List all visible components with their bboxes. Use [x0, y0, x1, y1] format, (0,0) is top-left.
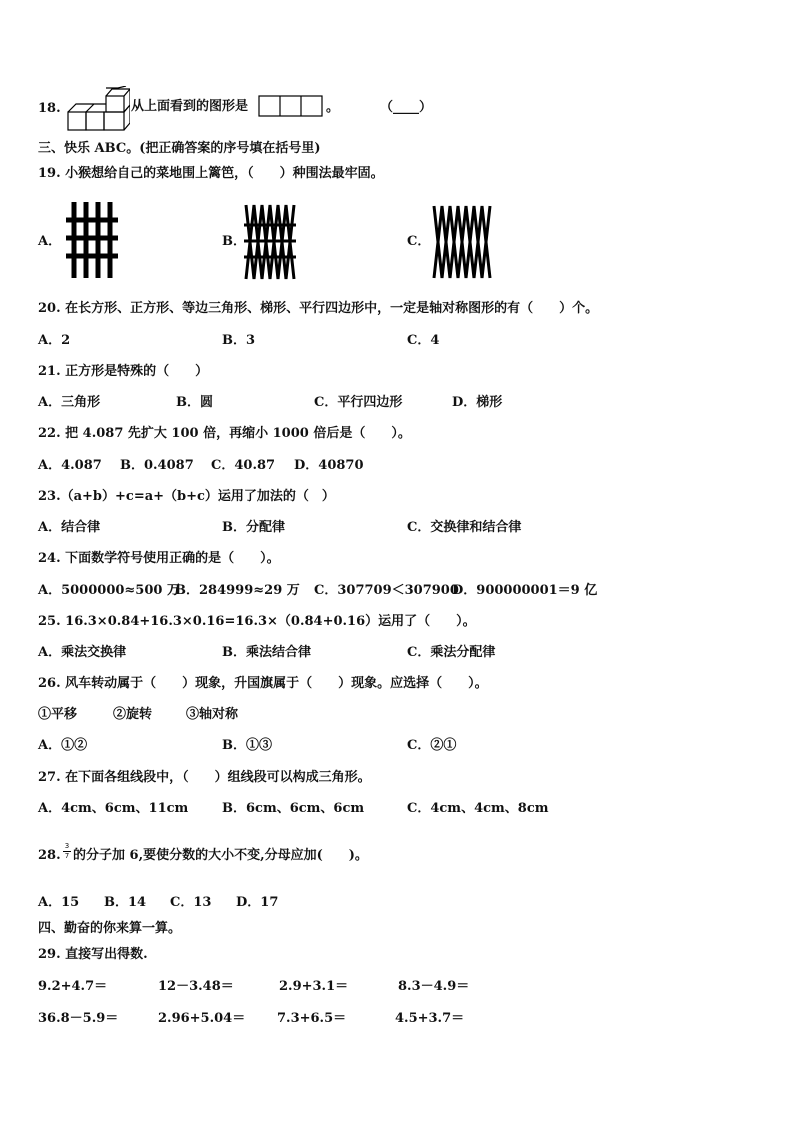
- fraction-denominator: 7: [64, 852, 70, 860]
- q26-option-b: B．①③: [222, 738, 272, 753]
- q23-stem: 23.（a+b）+c=a+（b+c）运用了加法的（ ）: [38, 489, 335, 504]
- q24-option-c: C．307709＜307900: [314, 583, 459, 598]
- calc-item: 2.96+5.04＝: [158, 1011, 246, 1026]
- q23-option-b: B．分配律: [222, 520, 285, 535]
- q26-choice-3: ③轴对称: [186, 707, 239, 722]
- q29-stem: 29. 直接写出得数.: [38, 947, 148, 962]
- q25-option-a: A．乘法交换律: [38, 645, 127, 660]
- q18-number: 18.: [38, 101, 61, 116]
- q24-stem: 24. 下面数学符号使用正确的是（ ）。: [38, 551, 280, 566]
- q24-option-b: B．284999≈29 万: [175, 583, 300, 598]
- q28-option-c: C．13: [170, 895, 212, 910]
- q25-stem: 25. 16.3×0.84+16.3×0.16=16.3×（0.84+0.16）运用了（ ）。: [38, 614, 476, 629]
- q19-option-b: B．: [222, 234, 246, 249]
- fence-mixed-icon: [244, 203, 296, 281]
- fence-diagonal-icon: [432, 204, 492, 280]
- q19-option-c: C．: [407, 234, 431, 249]
- q22-stem: 22. 把 4.087 先扩大 100 倍，再缩小 1000 倍后是（ ）。: [38, 426, 411, 441]
- q24-option-a: A．5000000≈500 万: [38, 583, 180, 598]
- q21-option-c: C．平行四边形: [314, 395, 403, 410]
- q21-option-b: B．圆: [176, 395, 213, 410]
- q19-stem: 19. 小猴想给自己的菜地围上篱笆，（ ）种围法最牢固。: [38, 166, 384, 181]
- q18-answer-paren: （____）: [380, 100, 433, 115]
- q26-option-c: C．②①: [407, 738, 457, 753]
- section-3-heading: 三、快乐 ABC。(把正确答案的序号填在括号里): [38, 141, 321, 156]
- q21-stem: 21. 正方形是特殊的（ ）: [38, 364, 209, 379]
- calc-item: 12－3.48＝: [158, 979, 234, 994]
- calc-item: 2.9+3.1＝: [279, 979, 349, 994]
- q27-stem: 27. 在下面各组线段中，（ ）组线段可以构成三角形。: [38, 770, 371, 785]
- calc-item: 36.8－5.9＝: [38, 1011, 119, 1026]
- q25-option-c: C．乘法分配律: [407, 645, 496, 660]
- calc-item: 9.2+4.7＝: [38, 979, 108, 994]
- q26-choice-1: ①平移: [38, 707, 78, 722]
- q23-option-a: A．结合律: [38, 520, 101, 535]
- q20-option-a: A．2: [38, 333, 71, 348]
- top-view-figure: [258, 95, 324, 117]
- q20-option-b: B．3: [222, 333, 256, 348]
- q26-option-a: A．①②: [38, 738, 88, 753]
- q22-option-d: D．40870: [294, 458, 364, 473]
- q18-tail: 。: [326, 100, 340, 115]
- fence-grid-icon: [64, 200, 120, 280]
- q26-stem: 26. 风车转动属于（ ）现象，升国旗属于（ ）现象。应选择（ ）。: [38, 676, 488, 691]
- q22-option-c: C．40.87: [211, 458, 276, 473]
- fraction-numerator: 3: [64, 842, 70, 850]
- fraction: [63, 843, 71, 860]
- q28-option-a: A．15: [38, 895, 80, 910]
- calc-item: 4.5+3.7＝: [395, 1011, 465, 1026]
- q20-option-c: C．4: [407, 333, 440, 348]
- q23-option-c: C．交换律和结合律: [407, 520, 522, 535]
- q28-option-b: B．14: [104, 895, 147, 910]
- q22-option-b: B．0.4087: [120, 458, 194, 473]
- q25-option-b: B．乘法结合律: [222, 645, 311, 660]
- q21-option-a: A．三角形: [38, 395, 101, 410]
- calc-item: 7.3+6.5＝: [277, 1011, 347, 1026]
- q27-option-b: B．6cm、6cm、6cm: [222, 801, 365, 816]
- q18-text: 从上面看到的图形是: [131, 99, 249, 114]
- q26-choice-2: ②旋转: [113, 707, 153, 722]
- section-4-heading: 四、勤奋的你来算一算。: [38, 921, 182, 936]
- cube-stack-figure: [66, 86, 130, 132]
- q28-stem: 的分子加 6,要使分数的大小不变,分母应加( )。: [73, 848, 368, 863]
- q19-option-a: A．: [38, 234, 62, 249]
- q21-option-d: D．梯形: [452, 395, 503, 410]
- q28-option-d: D．17: [236, 895, 279, 910]
- q28-number: 28.: [38, 848, 61, 863]
- q27-option-c: C．4cm、4cm、8cm: [407, 801, 549, 816]
- q24-option-d: D．900000001＝9 亿: [452, 583, 598, 598]
- q27-option-a: A．4cm、6cm、11cm: [38, 801, 189, 816]
- q22-option-a: A．4.087: [38, 458, 102, 473]
- calc-item: 8.3－4.9＝: [398, 979, 470, 994]
- q20-stem: 20. 在长方形、正方形、等边三角形、梯形、平行四边形中，一定是轴对称图形的有（ ）个。: [38, 301, 599, 316]
